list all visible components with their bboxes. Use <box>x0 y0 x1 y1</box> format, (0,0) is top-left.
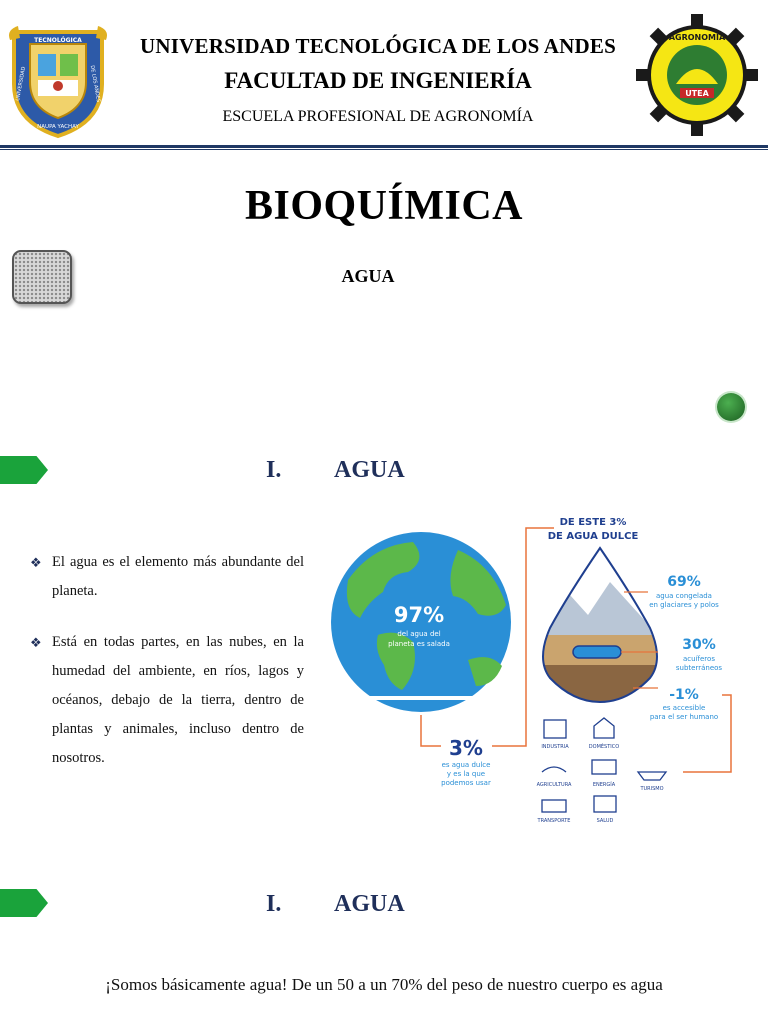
header-rule-thin <box>0 149 768 150</box>
school-name: ESCUELA PROFESIONAL DE AGRONOMÍA <box>222 108 534 125</box>
section-title: AGUA <box>334 891 405 917</box>
crest-top-text: TECNOLÓGICA <box>34 37 82 44</box>
human-desc: para el ser humano <box>649 713 719 721</box>
diamond-bullet-icon: ❖ <box>30 555 42 570</box>
use-label: SALUD <box>596 818 614 824</box>
energy-icon <box>592 760 616 774</box>
crest-bottom-text: NAUPA YACHAY <box>37 124 79 130</box>
section-number: I. <box>266 457 282 483</box>
agriculture-icon <box>542 767 566 772</box>
use-label: AGRICULTURA <box>536 782 572 788</box>
fresh-water-percent: 3% <box>449 736 483 760</box>
section-arrow-icon <box>0 456 48 484</box>
water-distribution-infographic <box>318 510 748 840</box>
topic-subtitle: AGUA <box>341 266 395 286</box>
salt-water-desc: del agua del <box>397 630 441 638</box>
tourism-icon <box>638 772 666 780</box>
use-label: ENERGÍA <box>592 782 616 788</box>
fresh-water-desc: podemos usar <box>441 779 491 787</box>
connector-line <box>421 715 441 746</box>
industry-icon <box>544 720 566 738</box>
glacier-percent: 69% <box>667 574 701 590</box>
glacier-desc: agua congelada <box>656 592 712 600</box>
human-desc: es accesible <box>662 704 706 712</box>
aquifer-percent: 30% <box>682 637 716 653</box>
crest-right-text: DE LOS ANDES <box>88 64 102 103</box>
fresh-water-heading: DE AGUA DULCE <box>547 531 639 542</box>
section-number: I. <box>266 891 282 917</box>
bullet-item <box>30 548 304 606</box>
bullet-text: El agua es el elemento más abundante del planeta. <box>52 554 304 599</box>
green-circle-icon[interactable] <box>717 393 745 421</box>
fresh-water-desc: y es la que <box>446 770 486 778</box>
gear-logo-top-text: AGRONOMÍA <box>668 33 726 42</box>
university-crest-logo <box>8 22 108 140</box>
section-arrow-icon <box>0 889 48 917</box>
section-title: AGUA <box>334 457 405 483</box>
university-name: UNIVERSIDAD TECNOLÓGICA DE LOS ANDES <box>140 34 616 58</box>
closing-statement: ¡Somos básicamente agua! De un 50 a un 70% del peso de nuestro cuerpo es agua <box>105 975 663 994</box>
faculty-name: FACULTAD DE INGENIERÍA <box>224 68 532 93</box>
fresh-water-desc: es agua dulce <box>441 761 491 769</box>
aquifer-desc: acuíferos <box>683 655 715 663</box>
use-label: DOMÉSTICO <box>588 744 620 750</box>
use-label: INDUSTRIA <box>541 744 569 750</box>
bullet-item <box>30 628 304 773</box>
health-icon <box>594 796 616 812</box>
bullet-text: Está en todas partes, en las nubes, en la humedad del ambiente, en ríos, lagos y océanos, debajo de la tierra, dentro de plantas y animales, incluso dentro de nosotros. <box>52 634 304 766</box>
use-label: TRANSPORTE <box>537 818 571 824</box>
globe-divider <box>330 696 512 700</box>
header-rule <box>0 145 768 148</box>
transport-icon <box>542 800 566 812</box>
gear-logo-center-text: UTEA <box>685 89 709 98</box>
agronomy-gear-logo <box>636 14 758 136</box>
aquifer-desc: subterráneos <box>675 664 723 672</box>
aquifer-pocket <box>573 646 621 658</box>
human-percent: -1% <box>669 687 699 703</box>
salt-water-percent: 97% <box>393 603 445 627</box>
crest-left-text: UNIVERSIDAD <box>15 66 27 102</box>
bullet-list <box>30 548 304 795</box>
domestic-icon <box>594 718 614 738</box>
diamond-bullet-icon: ❖ <box>30 635 42 650</box>
fresh-water-heading: DE ESTE 3% <box>559 517 627 528</box>
salt-water-desc: planeta es salada <box>388 640 450 648</box>
course-title: BIOQUÍMICA <box>244 183 524 229</box>
glacier-desc: en glaciares y polos <box>649 601 719 609</box>
use-label: TURISMO <box>640 786 664 792</box>
